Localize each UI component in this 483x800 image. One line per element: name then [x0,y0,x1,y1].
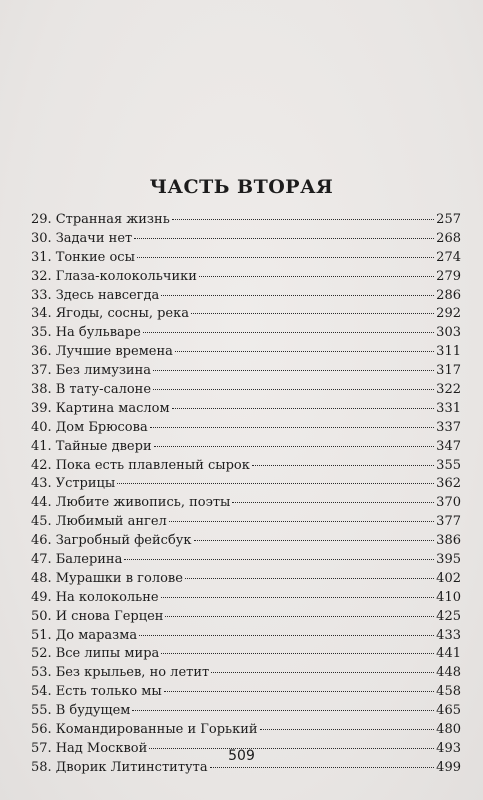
toc-entry-number: 29. [31,212,52,227]
dot-leader [185,578,434,579]
toc-entry-number: 38. [31,382,52,398]
toc-entry-page: 395 [436,552,461,568]
toc-entry-page: 465 [436,703,461,719]
toc-entry-number: 35. [31,325,52,341]
dot-leader [139,635,434,636]
toc-entry-page: 292 [436,306,461,322]
toc-entry-number: 34. [31,306,52,322]
toc-entry-number: 53. [31,665,52,681]
toc-entry-page: 355 [436,457,461,473]
toc-entry-title: До маразма [55,627,138,643]
toc-entry-number: 42. [31,457,52,473]
toc-entry-number: 56. [31,722,52,738]
dot-leader [153,370,434,371]
toc-entry-number: 54. [31,684,52,700]
toc-entry-title: Дворик Литинститута [55,759,208,775]
toc-entry-title: На колокольне [55,589,159,605]
toc-entry [31,249,461,268]
toc-entry-page: 311 [436,344,461,360]
dot-leader [137,257,434,258]
toc-entry-title: Загробный фейсбук [55,533,192,549]
toc-entry-page: 279 [436,268,461,284]
toc-entry-page: 448 [436,665,461,681]
toc-entry-title: Мурашки в голове [55,570,183,586]
dot-leader [172,219,434,220]
toc-entry-number: 43. [31,476,52,492]
toc-entry-title: Любите живопись, поэты [55,495,231,511]
toc-entry-number: 33. [31,287,52,303]
toc-entry-title: Командированные и Горький [55,722,258,738]
toc-entry-title: Без лимузина [55,363,152,379]
toc-entry [31,570,461,589]
dot-leader [161,597,435,598]
dot-leader [161,295,434,296]
dot-leader [164,691,434,692]
bleed-through-texture [60,60,420,190]
toc-entry-number: 41. [31,438,52,454]
toc-entry [31,211,461,230]
toc-entry-title: В будущем [55,703,131,719]
toc-entry [31,287,461,306]
section-heading: ЧАСТЬ ВТОРАЯ [149,176,334,198]
toc-entry-number: 47. [31,552,52,568]
toc-entry-page: 402 [436,570,461,586]
toc-entry [31,551,461,570]
dot-leader [252,465,434,466]
toc-entry-number: 44. [31,495,52,511]
toc-entry-page: 303 [436,325,461,341]
toc-entry [31,513,461,532]
toc-entry [31,721,461,740]
toc-entry-page: 257 [436,212,461,227]
toc-entry [31,532,461,551]
toc-entry-page: 274 [436,249,461,265]
dot-leader [134,238,434,239]
toc-entry-number: 46. [31,533,52,549]
toc-entry-title: Ягоды, сосны, река [55,306,189,322]
dot-leader [175,351,434,352]
toc-entry-number: 39. [31,400,52,416]
dot-leader [210,767,435,768]
toc-entry [31,381,461,400]
dot-leader [153,389,434,390]
toc-entry [31,627,461,646]
toc-entry-number: 51. [31,627,52,643]
dot-leader [191,313,434,314]
toc-entry-page: 499 [436,759,461,775]
toc-entry-number: 50. [31,608,52,624]
dot-leader [172,408,435,409]
toc-entry-page: 331 [436,400,461,416]
dot-leader [117,483,434,484]
toc-entry-page: 458 [436,684,461,700]
dot-leader [161,653,434,654]
toc-entry [31,419,461,438]
toc-entry-number: 55. [31,703,52,719]
toc-entry-number: 49. [31,589,52,605]
dot-leader [169,521,434,522]
toc-entry-title: Все липы мира [55,646,160,662]
toc-entry-number: 58. [31,759,52,775]
toc-entry-title: Тонкие осы [55,249,135,265]
toc-entry [31,438,461,457]
toc-entry [31,457,461,476]
toc-entry-title: Есть только мы [55,684,162,700]
toc-entry [31,494,461,513]
toc-entry-number: 52. [31,646,52,662]
toc-entry-number: 48. [31,570,52,586]
toc-entry-title: Лучшие времена [55,344,173,360]
toc-entry-title: Балерина [55,552,123,568]
toc-entry-title: Устрицы [55,476,116,492]
dot-leader [199,276,434,277]
toc-entry-title: Здесь навсегда [55,287,160,303]
dot-leader [194,540,435,541]
toc-entry-number: 36. [31,344,52,360]
toc-entry-page: 317 [436,363,461,379]
toc-entry-page: 441 [436,646,461,662]
toc-entry-title: Картина маслом [55,400,170,416]
toc-entry-title: И снова Герцен [55,608,164,624]
toc-entry-title: Без крыльев, но летит [55,665,210,681]
toc-entry-page: 410 [436,589,461,605]
toc-entry [31,230,461,249]
toc-entry-number: 57. [31,740,52,756]
toc-entry [31,362,461,381]
toc-entry-page: 362 [436,476,461,492]
dot-leader [165,616,434,617]
toc-entry [31,400,461,419]
table-of-contents [31,211,461,778]
toc-entry-title: Задачи нет [55,230,133,246]
toc-entry-title: Тайные двери [55,438,152,454]
toc-entry-title: Над Москвой [55,740,148,756]
toc-entry-title: На бульваре [55,325,141,341]
toc-entry-title: Любимый ангел [55,514,167,530]
toc-entry [31,589,461,608]
toc-entry-title: Странная жизнь [55,212,170,227]
toc-entry-page: 347 [436,438,461,454]
toc-entry-page: 433 [436,627,461,643]
toc-entry-page: 286 [436,287,461,303]
toc-entry [31,608,461,627]
toc-entry-page: 337 [436,419,461,435]
toc-entry [31,343,461,362]
toc-entry-page: 386 [436,533,461,549]
toc-entry-page: 480 [436,722,461,738]
toc-entry-page: 425 [436,608,461,624]
toc-entry [31,664,461,683]
toc-entry-page: 322 [436,382,461,398]
toc-entry [31,475,461,494]
dot-leader [124,559,434,560]
toc-entry-title: Глаза-колокольчики [55,268,197,284]
toc-entry [31,268,461,287]
toc-entry-page: 370 [436,495,461,511]
toc-entry [31,324,461,343]
toc-entry [31,645,461,664]
toc-entry [31,702,461,721]
dot-leader [260,729,435,730]
toc-entry-page: 493 [436,740,461,756]
dot-leader [211,672,434,673]
dot-leader [143,332,434,333]
toc-entry-title: Дом Брюсова [55,419,148,435]
toc-entry-title: Пока есть плавленый сырок [55,457,250,473]
toc-entry [31,683,461,702]
toc-entry-number: 30. [31,230,52,246]
toc-entry-title: В тату-салоне [55,382,152,398]
toc-entry [31,305,461,324]
dot-leader [150,427,434,428]
dot-leader [132,710,434,711]
dot-leader [154,446,435,447]
toc-entry-number: 32. [31,268,52,284]
toc-entry-number: 40. [31,419,52,435]
toc-entry-number: 31. [31,249,52,265]
dot-leader [232,502,434,503]
toc-entry-page: 377 [436,514,461,530]
toc-entry-number: 45. [31,514,52,530]
toc-entry-number: 37. [31,363,52,379]
page-number: 509 [228,748,255,764]
toc-entry-page: 268 [436,230,461,246]
